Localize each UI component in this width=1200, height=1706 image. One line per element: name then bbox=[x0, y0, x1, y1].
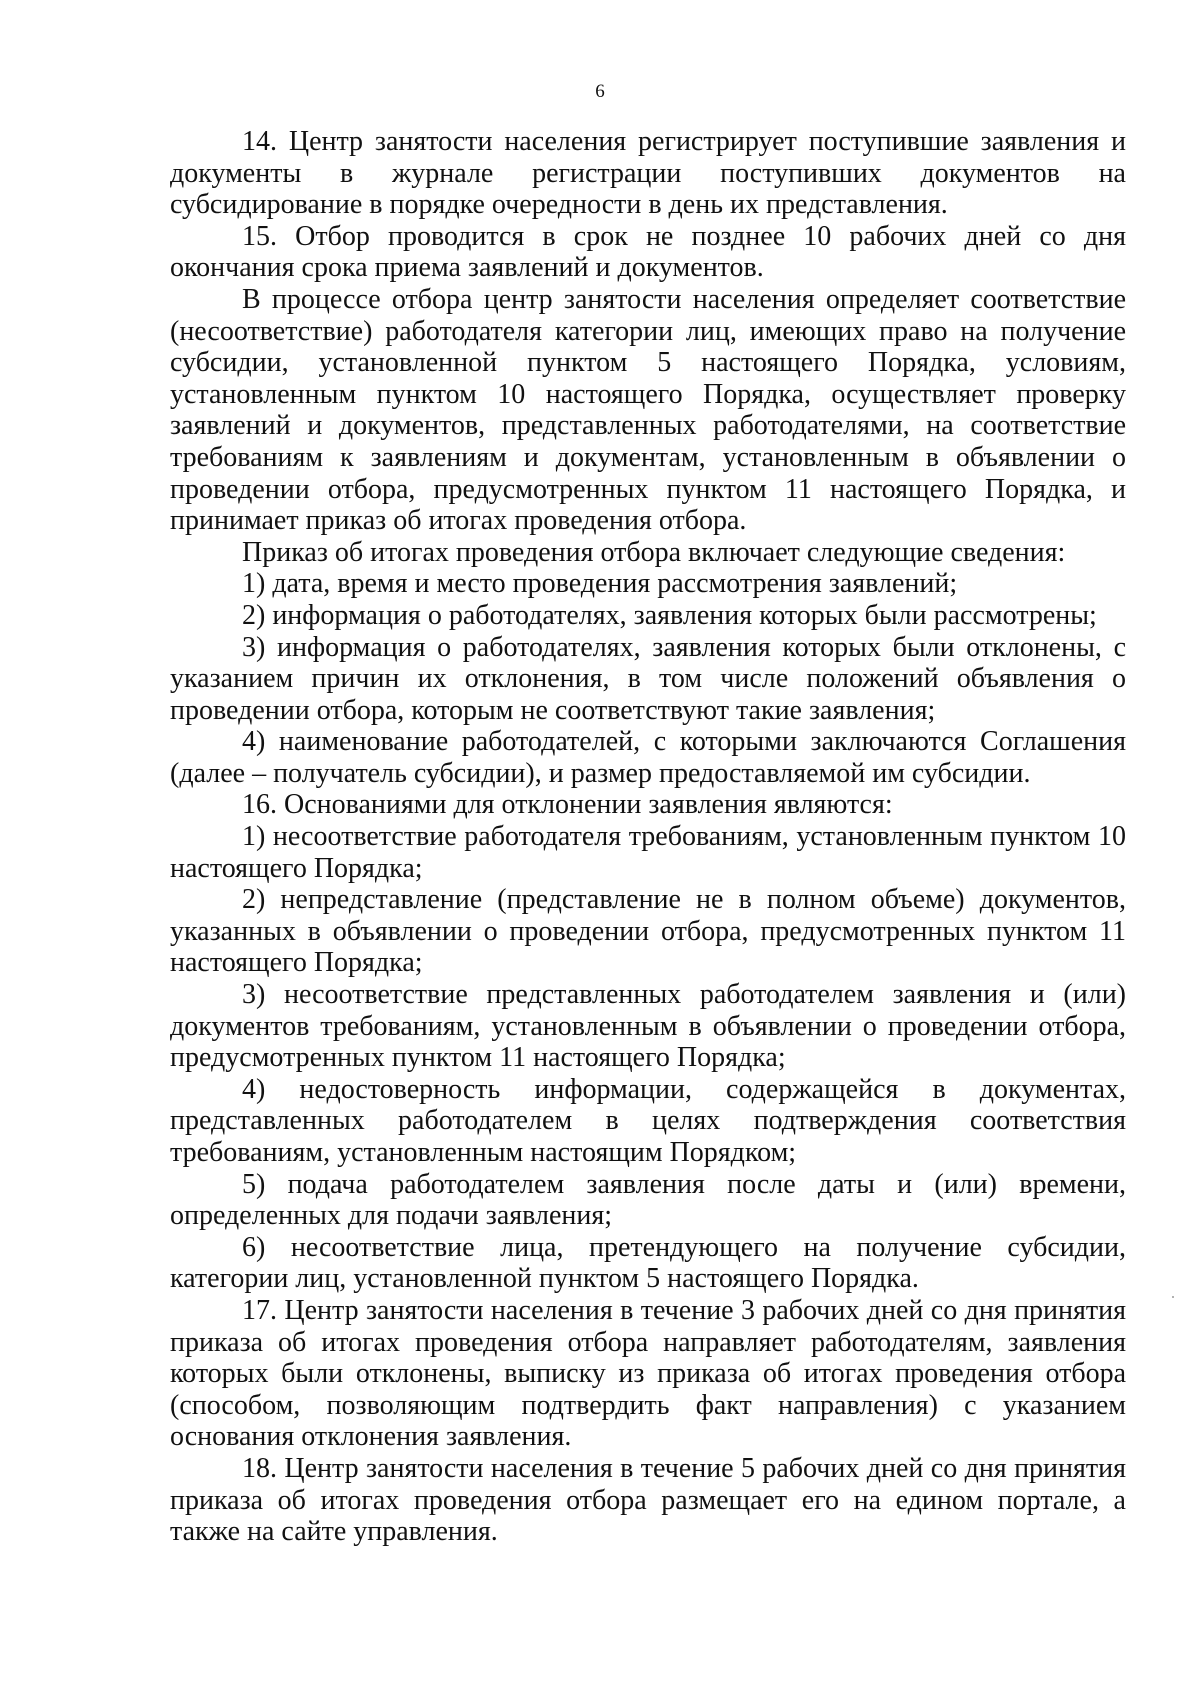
paragraph-order-contents: Приказ об итогах проведения отбора включает следующие сведения: bbox=[242, 536, 1066, 568]
paragraph-15: 15. Отбор проводится в срок не позднее 10 рабочих дней со дня окончания срока приема заявлений и документов. bbox=[170, 220, 1126, 284]
list-item-order-4: 4) наименование работодателей, с которыми заключаются Соглашения (далее – получатель субсидии), и размер предоставляемой им субсидии. bbox=[170, 726, 1126, 789]
document-body bbox=[170, 126, 1126, 1548]
scan-speck bbox=[1172, 1296, 1174, 1298]
list-item-rejection-5: 5) подача работодателем заявления после даты и (или) времени, определенных для подачи заявления; bbox=[170, 1168, 1126, 1232]
paragraph-18: 18. Центр занятости населения в течение 5 рабочих дней со дня принятия приказа об итогах проведения отбора размещает его на едином портале, а также на сайте управления. bbox=[170, 1452, 1126, 1548]
list-item-order-3: 3) информация о работодателях, заявления которых были отклонены, с указанием причин их отклонения, в том числе положений объявления о проведении отбора, которым не соответствуют такие заявления; bbox=[170, 631, 1126, 726]
paragraph-17: 17. Центр занятости населения в течение 3 рабочих дней со дня принятия приказа об итогах проведения отбора направляет работодателям, заявления которых были отклонены, выписку из приказа об итогах проведения отбора (способом, позволяющим подтвердить факт направления) с указанием основания отклонения заявления. bbox=[170, 1294, 1126, 1453]
paragraph-selection-process: В процессе отбора центр занятости населения определяет соответствие (несоответствие) работодателя категории лиц, имеющих право на получение субсидии, установленной пунктом 5 настоящего Порядка, условиям, установленным пунктом 10 настоящего Порядка, осуществляет проверку заявлений и документов, представленных работодателями, на соответствие требованиям к заявлениям и документам, установленным в объявлении о проведении отбора, предусмотренных пунктом 11 настоящего Порядка, и принимает приказ об итогах проведения отбора. bbox=[170, 283, 1126, 537]
list-item-order-2: 2) информация о работодателях, заявления которых были рассмотрены; bbox=[242, 599, 1097, 631]
paragraph-14: 14. Центр занятости населения регистрирует поступившие заявления и документы в журнале регистрации поступивших документов на субсидирование в порядке очередности в день их представления. bbox=[170, 126, 1126, 221]
list-item-rejection-4: 4) недостоверность информации, содержащейся в документах, представленных работодателем в целях подтверждения соответствия требованиям, установленным настоящим Порядком; bbox=[170, 1073, 1126, 1168]
list-item-rejection-3: 3) несоответствие представленных работодателем заявления и (или) документов требованиям, установленным в объявлении о проведении отбора, предусмотренных пунктом 11 настоящего Порядка; bbox=[170, 979, 1126, 1074]
list-item-rejection-6: 6) несоответствие лица, претендующего на получение субсидии, категории лиц, установленной пунктом 5 настоящего Порядка. bbox=[170, 1231, 1126, 1295]
list-item-order-1: 1) дата, время и место проведения рассмотрения заявлений; bbox=[242, 568, 958, 600]
paragraph-16: 16. Основаниями для отклонении заявления являются: bbox=[242, 789, 893, 821]
page-number: 6 bbox=[595, 81, 605, 102]
list-item-rejection-2: 2) непредставление (представление не в полном объеме) документов, указанных в объявлении о проведении отбора, предусмотренных пунктом 11 настоящего Порядка; bbox=[170, 884, 1126, 979]
list-item-rejection-1: 1) несоответствие работодателя требованиям, установленным пунктом 10 настоящего Порядка; bbox=[170, 821, 1126, 884]
